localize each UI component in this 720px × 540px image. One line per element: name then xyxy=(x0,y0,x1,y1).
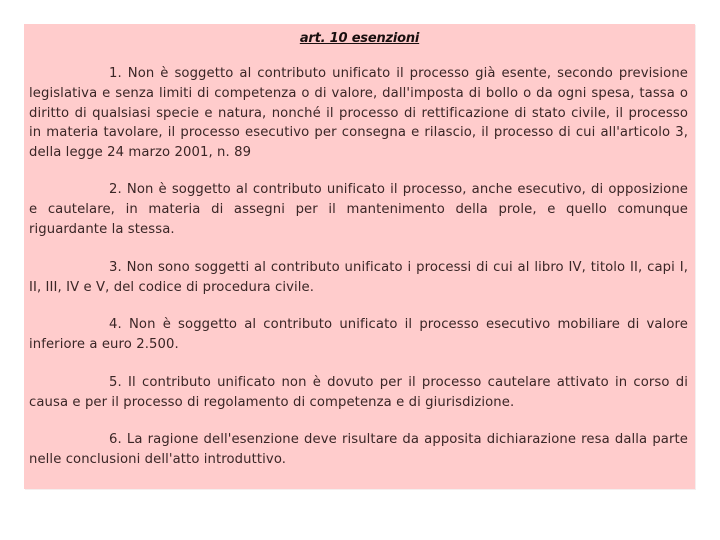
paragraph-number: 4. xyxy=(109,317,122,332)
paragraph-number: 1. xyxy=(109,66,122,81)
paragraph-number: 3. xyxy=(109,260,122,275)
paragraph-2 xyxy=(29,180,688,239)
paragraph-6 xyxy=(29,430,688,470)
paragraph-number: 5. xyxy=(109,375,122,390)
paragraph-1 xyxy=(29,64,688,163)
paragraph-number: 6. xyxy=(109,432,122,447)
paragraph-text: Il contributo unificato non è dovuto per il processo cautelare attivato in corso di causa e per il processo di regolamento di competenza e di giurisdizione. xyxy=(29,375,689,410)
content-box xyxy=(24,24,695,489)
paragraph-text: Non è soggetto al contributo unificato il processo, anche esecutivo, di opposizione e cautelare, in materia di assegni per il mantenimento della prole, e quello comunque riguardante la stessa. xyxy=(29,182,688,237)
paragraph-text: La ragione dell'esenzione deve risultare da apposita dichiarazione resa dalla parte nelle conclusioni dell'atto introduttivo. xyxy=(29,432,688,467)
paragraph-5 xyxy=(29,373,688,413)
article-title: art. 10 esenzioni xyxy=(299,31,420,46)
paragraph-text: Non è soggetto al contributo unificato il processo già esente, secondo previsione legislativa e senza limiti di competenza o di valore, dall'imposta di bollo o da ogni spesa, tassa o diritto di qualsiasi specie e natura, nonché il processo di rettificazione di stato civile, il processo in materia tavolare, il processo esecutivo per consegna e rilascio, il processo di cui all'articolo 3, della legge 24 marzo 2001, n. 89 xyxy=(29,66,688,161)
paragraph-text: Non è soggetto al contributo unificato il processo esecutivo mobiliare di valore inferiore a euro 2.500. xyxy=(29,317,688,352)
paragraph-4 xyxy=(29,315,688,355)
paragraph-3 xyxy=(29,258,688,298)
paragraph-text: Non sono soggetti al contributo unificato i processi di cui al libro IV, titolo II, capi I, II, III, IV e V, del codice di procedura civile. xyxy=(29,260,688,295)
paragraph-number: 2. xyxy=(109,182,122,197)
